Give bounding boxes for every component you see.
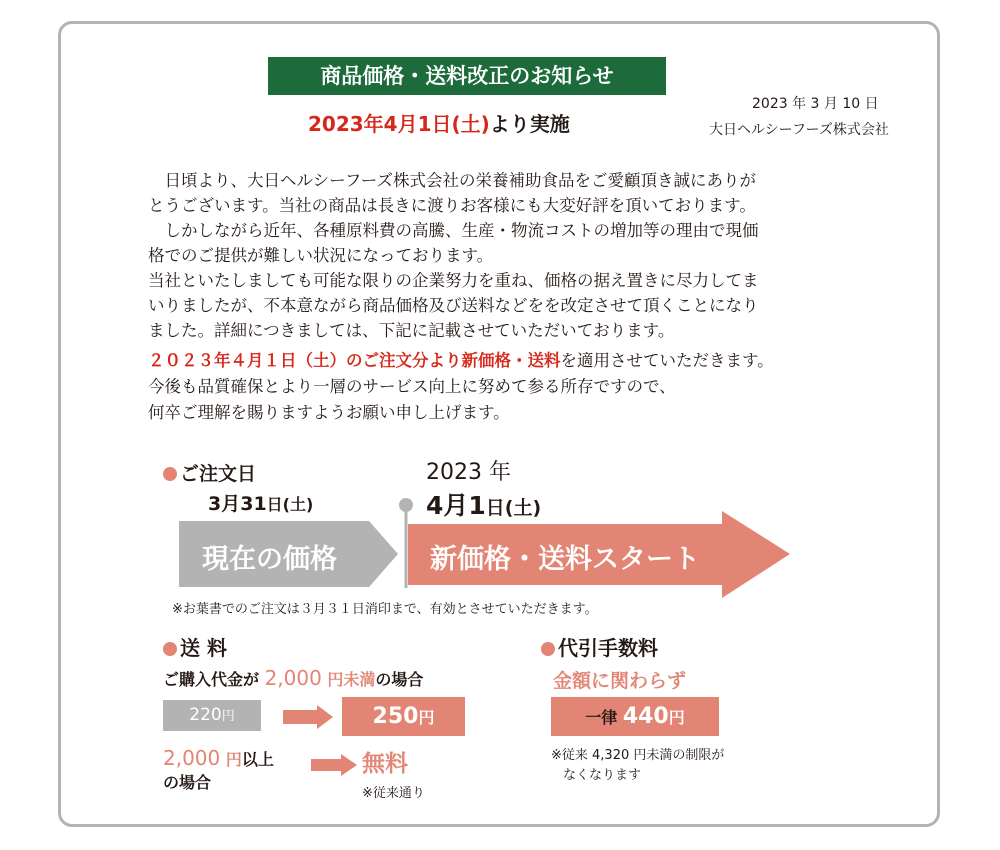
effective-date-red: 2023年4月1日(土)	[308, 112, 490, 136]
cod-regardless: 金額に関わらず	[553, 670, 687, 692]
body-line: とうございます。当社の商品は長きに渡りお客様にも大変好評を頂いております。	[148, 196, 756, 215]
new-start-year: 2023 年	[426, 460, 511, 485]
arrow-right-icon	[283, 705, 333, 729]
arrow-right-icon	[311, 754, 357, 776]
new-shipping-price: 250円	[342, 697, 465, 736]
body-line: 格でのご提供が難しい状況になっております。	[148, 246, 494, 265]
timeline-marker-dot	[399, 498, 413, 512]
closing-line: 何卒ご理解を賜りますようお願い申し上げます。	[148, 403, 510, 422]
free-shipping-condition: 2,000 円以上	[163, 746, 274, 770]
old-end-date: 3月31日(土)	[208, 493, 314, 515]
body-line: しかしながら近年、各種原料費の高騰、生産・物流コストの増加等の理由で現価	[148, 221, 759, 240]
shipping-title: 送 料	[163, 632, 227, 661]
new-price-label: 新価格・送料スタート	[430, 544, 700, 575]
cod-note-line1: ※従来 4,320 円未満の制限が	[551, 748, 725, 763]
old-shipping-price: 220円	[163, 700, 261, 731]
cod-fee-title: 代引手数料	[541, 632, 658, 661]
effective-date-suffix: より実施	[489, 112, 570, 136]
body-line: 日頃より、大日ヘルシーフーズ株式会社の栄養補助食品をご愛顧頂き誠にありが	[148, 171, 756, 190]
closing-line: 今後も品質確保とより一層のサービス向上に努めて参る所存ですので、	[148, 377, 676, 396]
body-line: ました。詳細につきましては、下記に記載させていただいております。	[148, 321, 675, 340]
new-start-date: 4月1日(土)	[426, 491, 542, 520]
body-line: 当社といたしましても可能な限りの企業努力を重ね、価格の据え置きに尽力してま	[148, 271, 759, 290]
bullet-dot-icon	[163, 642, 177, 656]
current-price-label: 現在の価格	[202, 544, 337, 575]
free-shipping-note: ※従来通り	[362, 786, 425, 801]
bullet-dot-icon	[541, 642, 555, 656]
issue-date: 2023 年 3 月 10 日	[752, 96, 879, 112]
shipping-condition: ご購入代金が 2,000 円未満の場合	[163, 666, 424, 690]
free-shipping-label: 無料	[362, 751, 408, 777]
highlight-rest: を適用させていただきます。	[560, 351, 774, 370]
free-shipping-condition-2: の場合	[163, 773, 212, 792]
notice-title: 商品価格・送料改正のお知らせ	[268, 57, 666, 95]
postcard-note: ※お葉書でのご注文は３月３１日消印まで、有効とさせていただきます。	[172, 602, 598, 617]
company-name: 大日ヘルシーフーズ株式会社	[709, 122, 889, 138]
cod-fee-box: 一律 440円	[551, 697, 719, 736]
order-date-label: ご注文日	[163, 459, 256, 486]
cod-note-line2: なくなります	[563, 768, 642, 783]
highlight-red: ２０２３年４月１日（土）のご注文分より新価格・送料	[148, 351, 561, 370]
body-line: いりましたが、不本意ながら商品価格及び送料などをを改定させて頂くことになり	[148, 296, 759, 315]
